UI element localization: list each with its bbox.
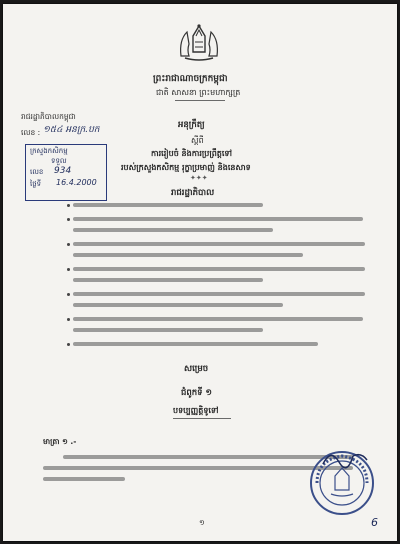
bullet: [67, 204, 70, 207]
motto-underline: [175, 100, 225, 101]
clause-line: [73, 278, 263, 282]
clause-line: [73, 217, 363, 221]
clause-line: [73, 303, 283, 307]
stamp-date-value: 16.4.2000: [56, 178, 97, 187]
stamp-number-value: 934: [54, 166, 72, 176]
document-page: [3, 4, 397, 541]
page-number: ១: [199, 518, 205, 527]
clause-line: [73, 242, 365, 246]
bullet: [67, 318, 70, 321]
bullet: [67, 218, 70, 221]
bullet: [67, 293, 70, 296]
government-label: រាជរដ្ឋាភិបាលកម្ពុជា: [21, 112, 76, 121]
clause-line: [73, 292, 365, 296]
bullet: [67, 268, 70, 271]
chapter-heading: ជំពូកទី ១: [181, 388, 212, 398]
clause-line: [73, 228, 273, 232]
decree-number-handwritten: ១៥៤ អនក្រ.បក: [43, 125, 100, 135]
national-motto: ជាតិ សាសនា ព្រះមហាក្សត្រ: [156, 88, 241, 97]
receipt-stamp: [25, 144, 107, 201]
bullet: [67, 343, 70, 346]
royal-coat-of-arms: [175, 22, 223, 62]
stamp-date-label: ថ្ងៃទី: [30, 180, 42, 188]
chapter-title: បទប្បញ្ញត្តិទូទៅ: [173, 406, 219, 415]
chapter-title-underline: [173, 418, 231, 419]
clause-line: [73, 317, 363, 321]
clause-line: [73, 342, 318, 346]
bullet: [67, 243, 70, 246]
article-line: [43, 477, 125, 481]
decision-heading: សម្រេច: [184, 364, 209, 374]
title-line-2: របស់ក្រសួងកសិកម្ម រុក្ខាប្រមាញ់ និងនេសាទ: [121, 163, 251, 172]
article-1-label: មាត្រា ១ .-: [43, 437, 77, 446]
stamp-office: ក្រសួងកសិកម្ម: [30, 147, 68, 155]
clause-line: [73, 253, 303, 257]
stamp-received: ទទួល: [51, 157, 67, 165]
title-on: ស្តីពី: [191, 136, 204, 145]
handwritten-page-mark: 6: [371, 516, 378, 529]
article-line: [63, 455, 353, 459]
article-line: [43, 466, 353, 470]
title-line-1: ការរៀបចំ និងការប្រព្រឹត្តទៅ: [151, 149, 233, 158]
kingdom-heading: ព្រះរាជាណាចក្រកម្ពុជា: [153, 74, 228, 84]
title-ornament: ✦✦✦: [190, 174, 208, 182]
subdecree-title: អនុក្រឹត្យ: [178, 120, 205, 130]
stamp-number-label: លេខ: [30, 168, 44, 176]
preamble-heading: រាជរដ្ឋាភិបាល: [171, 188, 215, 198]
clause-line: [73, 328, 263, 332]
clause-line: [73, 267, 365, 271]
decree-number-label: លេខ :: [21, 128, 41, 137]
signature: [321, 444, 371, 474]
clause-line: [73, 203, 263, 207]
